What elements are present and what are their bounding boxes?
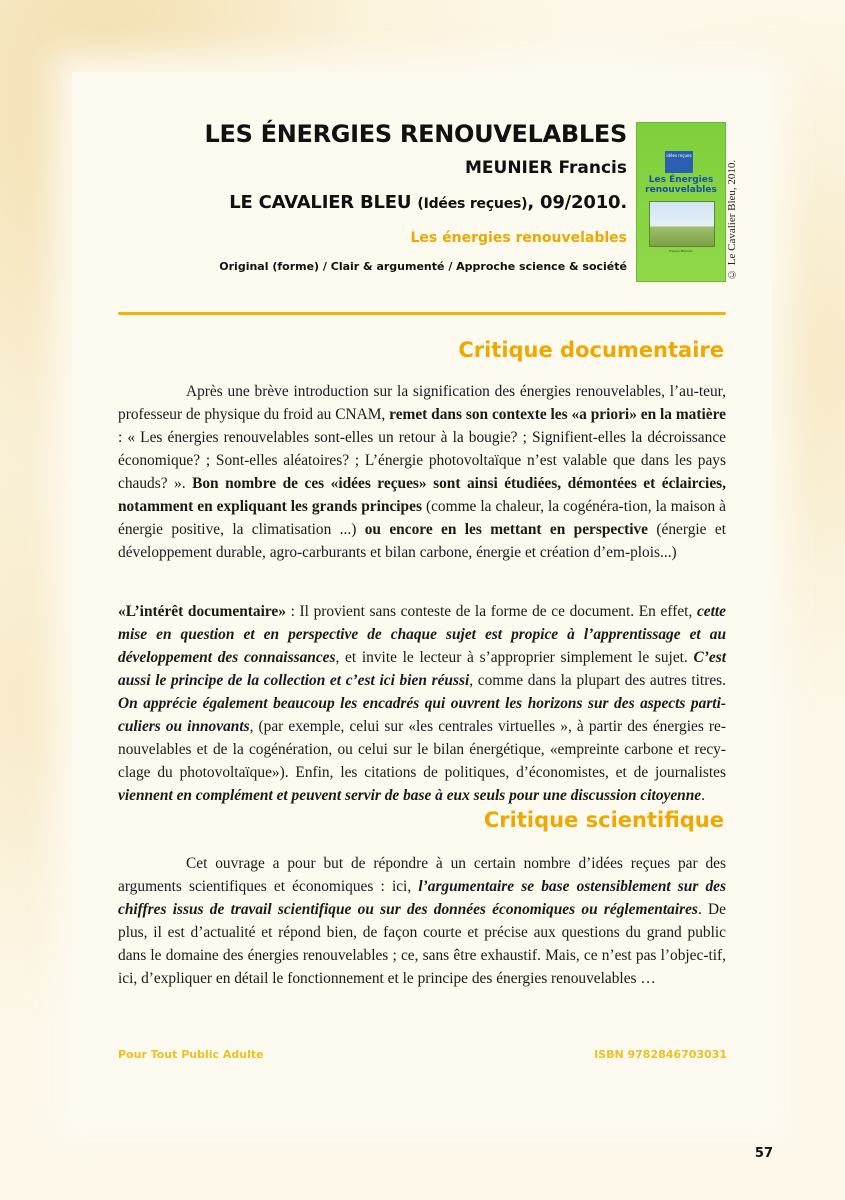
book-subject: Les énergies renouvelables xyxy=(410,230,627,246)
header-divider xyxy=(118,312,726,315)
p2-bold-1: «L’intérêt documentaire» xyxy=(118,603,286,620)
p1-text-1: Après une brève introduction sur la signification des énergies renouvelables, l’au-teur, professeur de physique du froid au CNAM, xyxy=(118,383,726,423)
p2-bold-italic-4: viennent en complément et peuvent servir de base à eux seuls pour une discussion citoyenne xyxy=(118,787,702,804)
book-tags: Original (forme) / Clair & argumenté / Approche science & société xyxy=(219,260,627,273)
book-author: MEUNIER Francis xyxy=(464,158,627,178)
p2-text-2: , et invite le lecteur à s’approprier simplement le sujet. xyxy=(335,649,694,666)
publisher-name: LE CAVALIER BLEU xyxy=(229,192,412,213)
cover-author: Francis Meunier xyxy=(669,249,693,253)
p2-text-5: . xyxy=(701,787,705,804)
publisher-date: , 09/2010. xyxy=(527,192,627,213)
p1-bold-2: Bon nombre de ces «idées reçues» sont ainsi étudiées, démontées et éclaircies, notamment en expliquant les grands principes xyxy=(118,475,726,515)
p2-text-4: , (par exemple, celui sur «les centrales virtuelles », à partir des énergies re-nouvelables et de la cogénération, ou celui sur le bilan énergétique, «empreinte carbone et recy-clage du photovoltaïque»). Enfin, les citations de politiques, d’économistes, et de journalistes xyxy=(118,718,726,781)
paragraph-scientifique xyxy=(118,852,726,990)
p2-text-3: , comme dans la plupart des autres titres. xyxy=(469,672,726,689)
p2-text-1: : Il provient sans conteste de la forme de ce document. En effet, xyxy=(285,603,697,620)
p1-text-2: : « Les énergies renouvelables sont-elles un retour à la bougie? ; Signifient-elles la décroissance économique? ; Sont-elles aléatoires? ; L’énergie photovoltaïque n’est valable que dans les pays chauds? ». xyxy=(118,429,726,492)
section-heading-critique-documentaire: Critique documentaire xyxy=(458,338,724,362)
p2-bold-italic-3: On apprécie également beaucoup les encadrés qui ouvrent les horizons sur des aspects parti-culiers ou innovants xyxy=(118,695,726,735)
copyright-notice: © Le Cavalier Bleu, 2010. xyxy=(726,159,738,280)
cover-collection-badge: idées reçues xyxy=(665,151,693,173)
cover-title: Les Énergies renouvelables xyxy=(645,175,717,195)
p1-text-4: (énergie et développement durable, agro-carburants et bilan carbone, énergie et création d’em-plois...) xyxy=(118,521,726,561)
book-title: LES ÉNERGIES RENOUVELABLES xyxy=(204,120,627,148)
section-heading-critique-scientifique: Critique scientifique xyxy=(483,808,724,832)
footer-audience: Pour Tout Public Adulte xyxy=(118,1048,264,1061)
p2-bold-italic-1: cette mise en question et en perspective de chaque sujet est propice à l’apprentissage et au développement des connaissances xyxy=(118,603,726,666)
p2-bold-italic-2: C’est aussi le principe de la collection et c’est ici bien réussi xyxy=(118,649,726,689)
p1-bold-3: ou encore en les mettant en perspective xyxy=(364,521,649,538)
p1-text-3: (comme la chaleur, la cogénéra-tion, la maison à énergie positive, la climatisation ...) xyxy=(118,498,726,538)
book-cover-image xyxy=(636,122,726,282)
paragraph-documentaire xyxy=(118,380,726,564)
publisher-collection: (Idées reçues) xyxy=(417,196,528,212)
footer-isbn: ISBN 9782846703031 xyxy=(594,1048,727,1061)
p3-bold-italic-1: l’argumentaire se base ostensiblement sur des chiffres issus de travail scientifique ou sur des données économiques ou réglementaires xyxy=(118,878,727,918)
p1-bold-1: remet dans son contexte les «a priori» en la matière xyxy=(389,406,726,423)
page-number: 57 xyxy=(754,1146,773,1161)
cover-photo xyxy=(649,201,715,247)
p3-text-2: . De plus, il est d’actualité et répond bien, de façon courte et précise aux questions du grand public dans le domaine des énergies renouvelables ; ce, sans être exhaustif. Mais, ce n’est pas l’objec-tif, ici, d’expliquer en détail le fonctionnement et le principe des énergies renouvelables … xyxy=(118,901,726,987)
book-publisher xyxy=(229,192,627,213)
p3-text-1: Cet ouvrage a pour but de répondre à un certain nombre d’idées reçues par des arguments scientifiques et économiques : ici, xyxy=(118,855,726,895)
paragraph-interet-documentaire xyxy=(118,600,726,807)
